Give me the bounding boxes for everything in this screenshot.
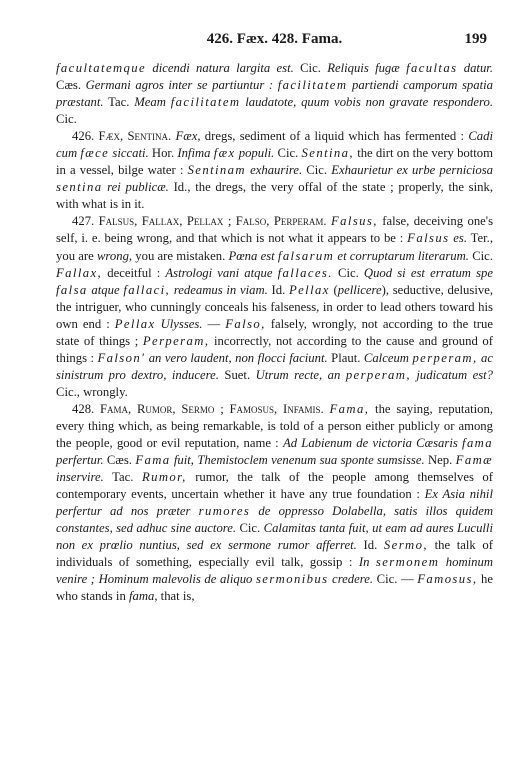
text-segment: he who stands in: [56, 572, 493, 604]
text-segment: Rumor,: [141, 470, 187, 485]
text-segment: Id.: [267, 282, 289, 297]
text-segment: Cæs.: [56, 78, 86, 93]
text-segment: inservire.: [56, 470, 104, 485]
text-segment: Famæ: [455, 453, 493, 468]
text-segment: rumor, the talk of the people among themselves of contemporary events, uncertain whether it have any true foundation :: [56, 470, 493, 502]
text-segment: Falso,: [225, 316, 266, 331]
text-segment: datur.: [457, 61, 493, 75]
text-segment: atque: [87, 282, 120, 297]
text-segment: facultas: [406, 61, 458, 75]
text-segment: Ulysses.: [155, 316, 203, 331]
text-segment: Falson': [97, 350, 146, 365]
text-segment: fæx: [213, 146, 236, 161]
text-segment: Pellax: [114, 316, 156, 331]
text-segment: Quod si est erratum spe: [363, 265, 493, 280]
text-segment: Cic.: [274, 146, 302, 161]
text-segment: 428.: [72, 401, 100, 416]
text-segment: Plaut.: [327, 350, 364, 365]
text-segment: laudatote, quum vobis non gravate respondero.: [240, 95, 494, 110]
text-segment: Fallax,: [56, 265, 103, 280]
text-segment: facilitatem: [277, 78, 348, 93]
text-segment: —: [202, 316, 226, 331]
text-segment: Sentinam: [187, 163, 246, 178]
text-segment: Suet.: [218, 367, 256, 382]
text-segment: Id.: [356, 538, 384, 553]
text-segment: [190, 504, 198, 518]
text-segment: judicatum est?: [410, 367, 494, 382]
text-segment: dicendi natura largita est.: [146, 61, 294, 75]
text-segment: Falsus: [407, 231, 450, 246]
text-segment: the saying, reputation, every thing which, as being remarkable, is told of a person either publicly or among the people, good or evil reputation, name :: [56, 401, 493, 451]
text-segment: Cic., wrongly.: [56, 384, 128, 399]
text-segment: Fama,: [329, 401, 370, 416]
text-segment: fama: [462, 436, 493, 451]
text-segment: Perperam,: [142, 333, 210, 348]
text-segment: facilitatem: [170, 95, 241, 110]
text-segment: perfertur.: [56, 453, 104, 468]
text-segment: fallaces.: [277, 265, 333, 280]
text-segment: Ex Asia nihil perfertur ad nos præter: [56, 487, 493, 519]
text-segment: the talk of individuals of something, especially evil talk, gossip :: [56, 538, 493, 570]
text-segment: siccati.: [109, 146, 149, 161]
text-segment: perperam,: [345, 367, 411, 382]
text-segment: Sentina,: [301, 146, 354, 161]
text-segment: Cic.: [293, 61, 328, 75]
text-segment: populi.: [235, 146, 275, 161]
text-segment: Tac.: [103, 470, 142, 485]
text-segment: you are mistaken.: [132, 248, 229, 263]
text-segment: Calceum: [363, 350, 409, 365]
text-segment: Cic.: [302, 163, 332, 178]
text-segment: Nep.: [424, 453, 456, 468]
text-segment: falsarum: [277, 248, 335, 263]
page-header: [56, 28, 493, 54]
text-segment: fallaci,: [123, 282, 171, 297]
body-text: [56, 60, 493, 606]
text-segment: Cic.: [236, 521, 264, 536]
text-segment: Reliquis fugæ: [327, 61, 400, 75]
text-segment: Pellax: [288, 282, 330, 297]
text-segment: Calamitas tanta fuit, ut eam ad aures Luculli non ex prœlio nuntius, sed ex sermone rumor afferret.: [56, 521, 493, 553]
entry-427-falsus-fallax: [56, 213, 493, 401]
text-segment: Utrum recte, an: [255, 367, 341, 382]
text-segment: Astrologi vani atque: [165, 265, 273, 280]
text-segment: Tac.: [103, 95, 135, 110]
text-segment: Fama, Rumor, Sermo ; Famosus, Infamis.: [99, 401, 324, 416]
text-segment: falsely, wrongly, not according to the true state of things ;: [56, 316, 493, 348]
text-segment: deceitful :: [102, 265, 166, 280]
text-segment: Hor.: [148, 146, 178, 161]
text-segment: that is,: [157, 589, 195, 604]
text-segment: Id., the dregs, the very offal of the state ; properly, the sink, with what is in it.: [56, 180, 493, 212]
text-segment: Falsus,: [331, 214, 378, 229]
text-segment: 426.: [72, 129, 99, 144]
text-segment: Cic.: [332, 265, 364, 280]
text-segment: ac sinistrum pro dextro, inducere.: [56, 350, 493, 382]
entry-428-fama-rumor: [56, 401, 493, 606]
running-head: 426. Fæx. 428. Fama.: [206, 31, 343, 47]
text-segment: rumores: [198, 504, 251, 519]
text-segment: rei publicæ.: [102, 180, 169, 195]
text-segment: Cic.: [56, 112, 77, 127]
text-segment: Fæx, Sentina.: [98, 129, 172, 144]
text-segment: an vero laudent, non flocci faciunt.: [145, 350, 328, 365]
text-segment: Ad Labienum de victoria Cæsaris: [282, 436, 458, 451]
text-segment: Fæx,: [175, 129, 201, 144]
text-segment: fama,: [128, 589, 158, 604]
text-segment: redeamus in viam.: [170, 282, 268, 297]
text-segment: wrong,: [96, 248, 133, 263]
text-segment: partiendi camporum spatia præstant.: [56, 78, 493, 110]
text-segment: sentina: [56, 180, 103, 195]
text-segment: (: [329, 282, 338, 297]
text-segment: Ter., you are: [56, 231, 493, 263]
text-segment: ), seductive, delusive, the intriguer, who cunningly conceals his falseness, in order to lead others toward his own end :: [56, 282, 493, 331]
text-segment: 427.: [72, 214, 99, 229]
text-segment: hominum venire ; Hominum malevolis de aliquo: [56, 555, 493, 587]
text-segment: sermonem: [375, 555, 440, 570]
text-segment: false, deceiving one's self, i. e. being wrong, and that which is not what it appears to be :: [56, 214, 494, 246]
text-segment: fuit, Themistoclem venenum sua sponte sumsisse.: [170, 453, 425, 468]
text-segment: Cæs.: [103, 453, 136, 468]
text-segment: Sermo,: [383, 538, 428, 553]
text-segment: sermonibus: [255, 572, 329, 587]
text-segment: credere.: [328, 572, 374, 587]
text-segment: exhaurire.: [245, 163, 303, 178]
text-segment: dregs, sediment of a liquid which has fermented :: [200, 129, 469, 144]
text-segment: the dirt on the very bottom in a vessel, bilge water :: [56, 146, 494, 178]
text-segment: falsa: [56, 282, 88, 297]
text-segment: In: [358, 555, 370, 570]
text-segment: fæce: [80, 146, 110, 161]
entry-426-faex-sentina: [56, 128, 493, 213]
text-segment: perperam,: [412, 350, 478, 365]
paragraph-continuation: [56, 60, 493, 128]
text-segment: Cic.: [468, 248, 493, 263]
text-segment: pellicere: [337, 282, 382, 297]
text-segment: Germani agros inter se partiuntur :: [85, 78, 274, 93]
text-segment: Infima: [177, 146, 211, 161]
text-segment: incorrectly, not according to the cause and ground of things :: [56, 333, 493, 365]
text-segment: Pœna est: [228, 248, 275, 263]
text-segment: et corruptarum literarum.: [334, 248, 469, 263]
text-segment: de oppresso Dolabella, satis illos quidem constantes, sed adhuc sine auctore.: [56, 504, 493, 536]
text-segment: Fama: [135, 453, 171, 468]
text-segment: Falsus, Fallax, Pellax ; Falso, Perperam.: [98, 214, 327, 229]
text-segment: Cic. —: [373, 572, 418, 587]
text-segment: Famosus,: [417, 572, 478, 587]
text-segment: Exhaurietur ex urbe perniciosa: [331, 163, 493, 178]
text-segment: facultatemque: [56, 61, 147, 75]
page-number: 199: [464, 31, 487, 47]
text-segment: Meam: [134, 95, 166, 110]
text-segment: es.: [449, 231, 468, 246]
text-segment: Cadi cum: [56, 129, 494, 161]
